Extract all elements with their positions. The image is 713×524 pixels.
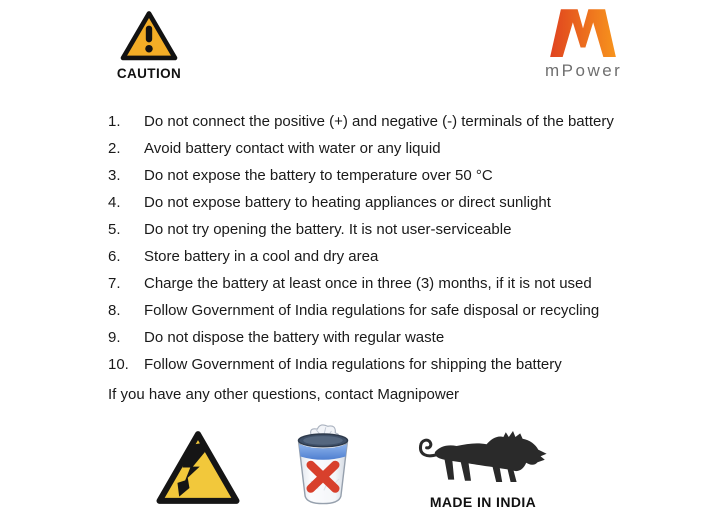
list-item-number: 4. — [108, 194, 121, 211]
list-item-number: 7. — [108, 275, 121, 292]
list-item-text: Avoid battery contact with water or any liquid — [144, 140, 441, 157]
list-item-number: 2. — [108, 140, 121, 157]
made-in-india-label: MADE IN INDIA — [429, 494, 537, 510]
list-item — [108, 108, 648, 135]
list-item-number: 5. — [108, 221, 121, 238]
list-item-text: Do not dispose the battery with regular waste — [144, 329, 445, 346]
list-item-number: 1. — [108, 113, 121, 130]
list-item-number: 8. — [108, 302, 121, 319]
list-item-text: Do not expose the battery to temperature over 50 °C — [144, 167, 493, 184]
list-item — [108, 351, 648, 378]
high-voltage-sign-block — [155, 429, 241, 511]
make-in-india-lion-icon — [407, 428, 559, 488]
caution-sign-block — [108, 10, 190, 81]
list-item-text: Do not expose battery to heating appliances or direct sunlight — [144, 194, 551, 211]
list-item-number: 6. — [108, 248, 121, 265]
list-item-text: Follow Government of India regulations for shipping the battery — [144, 356, 562, 373]
list-item — [108, 243, 648, 270]
brand-logo-block — [545, 8, 625, 81]
list-item-text: Do not connect the positive (+) and negative (-) terminals of the battery — [144, 113, 614, 130]
caution-triangle-icon — [120, 10, 178, 62]
no-disposal-sign-block — [290, 422, 356, 511]
list-item — [108, 189, 648, 216]
crossed-trash-bin-icon — [290, 422, 356, 506]
made-in-india-block — [406, 428, 560, 510]
caution-label: CAUTION — [116, 66, 182, 81]
brand-wordmark: mPower — [545, 61, 623, 80]
mpower-logo-icon — [550, 8, 616, 57]
list-item-text: Do not try opening the battery. It is not user-serviceable — [144, 221, 512, 238]
list-item — [108, 135, 648, 162]
list-item-number: 9. — [108, 329, 121, 346]
list-item-text: Follow Government of India regulations for safe disposal or recycling — [144, 302, 600, 319]
list-item — [108, 216, 648, 243]
instruction-list — [108, 108, 648, 408]
contact-note: If you have any other questions, contact Magnipower — [108, 386, 460, 403]
list-item-number: 10. — [108, 356, 129, 373]
list-item — [108, 324, 648, 351]
list-item-number: 3. — [108, 167, 121, 184]
list-item — [108, 297, 648, 324]
high-voltage-icon — [155, 429, 241, 506]
list-item-text: Charge the battery at least once in three (3) months, if it is not used — [144, 275, 592, 292]
list-item — [108, 270, 648, 297]
list-item-text: Store battery in a cool and dry area — [144, 248, 379, 265]
list-item — [108, 162, 648, 189]
